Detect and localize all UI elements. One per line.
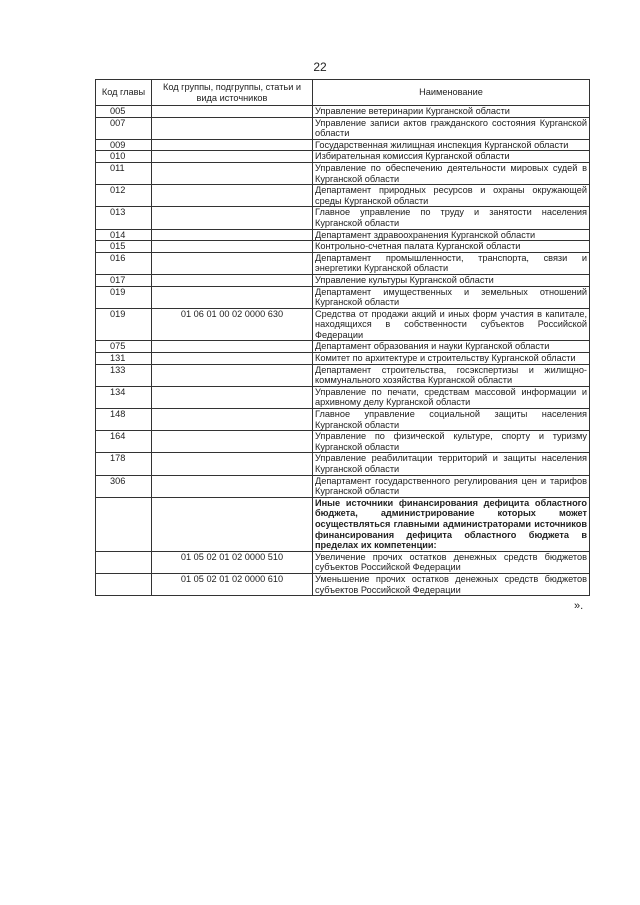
source-code-cell: [152, 151, 313, 163]
name-cell: Департамент государственного регулирования цен и тарифов Курганской области: [313, 475, 590, 497]
source-code-cell: [152, 252, 313, 274]
name-cell: Контрольно-счетная палата Курганской области: [313, 241, 590, 253]
table-row: [96, 117, 590, 139]
table-row: [96, 162, 590, 184]
source-code-cell: 01 05 02 01 02 0000 510: [152, 551, 313, 573]
chapter-code-cell: 133: [96, 364, 152, 386]
source-code-cell: [152, 229, 313, 241]
table-row: [96, 386, 590, 408]
name-cell: Главное управление социальной защиты населения Курганской области: [313, 409, 590, 431]
table-row: [96, 453, 590, 475]
chapter-code-cell: 015: [96, 241, 152, 253]
chapter-code-cell: 306: [96, 475, 152, 497]
name-cell: Департамент образования и науки Курганской области: [313, 341, 590, 353]
sources-table: [95, 79, 590, 596]
source-code-cell: [152, 207, 313, 229]
table-row: [96, 139, 590, 151]
name-cell: Средства от продажи акций и иных форм участия в капитале, находящихся в собственности субъектов Российской Федерации: [313, 308, 590, 341]
header-source-code: Код группы, подгруппы, статьи и вида источников: [152, 80, 313, 106]
table-row: [96, 106, 590, 118]
name-cell: Управление реабилитации территорий и защиты населения Курганской области: [313, 453, 590, 475]
name-cell: Департамент здравоохранения Курганской области: [313, 229, 590, 241]
table-row: [96, 252, 590, 274]
name-cell: Департамент природных ресурсов и охраны окружающей среды Курганской области: [313, 185, 590, 207]
source-code-cell: [152, 106, 313, 118]
table-row: [96, 409, 590, 431]
chapter-code-cell: 014: [96, 229, 152, 241]
table-row: [96, 551, 590, 573]
table-row: [96, 497, 590, 551]
name-cell: Увеличение прочих остатков денежных средств бюджетов субъектов Российской Федерации: [313, 551, 590, 573]
source-code-cell: [152, 341, 313, 353]
source-code-cell: [152, 386, 313, 408]
source-code-cell: [152, 475, 313, 497]
chapter-code-cell: 131: [96, 353, 152, 365]
chapter-code-cell: 005: [96, 106, 152, 118]
name-cell: Государственная жилищная инспекция Курганской области: [313, 139, 590, 151]
table-row: [96, 185, 590, 207]
table-header-row: [96, 80, 590, 106]
name-cell: Иные источники финансирования дефицита областного бюджета, администрирование которых может осуществляться главными администраторами источников финансирования дефицита областного бюджета в пределах их компетенции:: [313, 497, 590, 551]
source-code-cell: [152, 497, 313, 551]
table-row: [96, 308, 590, 341]
header-name: Наименование: [313, 80, 590, 106]
source-code-cell: [152, 162, 313, 184]
source-code-cell: [152, 431, 313, 453]
table-row: [96, 431, 590, 453]
name-cell: Департамент строительства, госэкспертизы и жилищно-коммунального хозяйства Курганской области: [313, 364, 590, 386]
table-row: [96, 573, 590, 595]
chapter-code-cell: 013: [96, 207, 152, 229]
name-cell: Департамент имущественных и земельных отношений Курганской области: [313, 286, 590, 308]
source-code-cell: 01 06 01 00 02 0000 630: [152, 308, 313, 341]
chapter-code-cell: 075: [96, 341, 152, 353]
chapter-code-cell: 010: [96, 151, 152, 163]
chapter-code-cell: 011: [96, 162, 152, 184]
name-cell: Управление по физической культуре, спорту и туризму Курганской области: [313, 431, 590, 453]
name-cell: Управление по обеспечению деятельности мировых судей в Курганской области: [313, 162, 590, 184]
chapter-code-cell: 009: [96, 139, 152, 151]
name-cell: Управление ветеринарии Курганской области: [313, 106, 590, 118]
chapter-code-cell: 148: [96, 409, 152, 431]
name-cell: Департамент промышленности, транспорта, связи и энергетики Курганской области: [313, 252, 590, 274]
name-cell: Главное управление по труду и занятости населения Курганской области: [313, 207, 590, 229]
chapter-code-cell: 017: [96, 274, 152, 286]
name-cell: Управление культуры Курганской области: [313, 274, 590, 286]
table-row: [96, 207, 590, 229]
source-code-cell: [152, 241, 313, 253]
table-row: [96, 241, 590, 253]
source-code-cell: [152, 453, 313, 475]
table-row: [96, 475, 590, 497]
source-code-cell: [152, 139, 313, 151]
chapter-code-cell: 019: [96, 308, 152, 341]
source-code-cell: [152, 117, 313, 139]
closing-quote-mark: ».: [574, 600, 584, 613]
name-cell: Избирательная комиссия Курганской области: [313, 151, 590, 163]
chapter-code-cell: [96, 551, 152, 573]
chapter-code-cell: 178: [96, 453, 152, 475]
source-code-cell: [152, 353, 313, 365]
source-code-cell: [152, 185, 313, 207]
source-code-cell: [152, 286, 313, 308]
chapter-code-cell: [96, 573, 152, 595]
table-row: [96, 353, 590, 365]
source-code-cell: [152, 364, 313, 386]
source-code-cell: 01 05 02 01 02 0000 610: [152, 573, 313, 595]
table-row: [96, 151, 590, 163]
chapter-code-cell: 019: [96, 286, 152, 308]
chapter-code-cell: [96, 497, 152, 551]
table-row: [96, 341, 590, 353]
source-code-cell: [152, 274, 313, 286]
name-cell: Управление записи актов гражданского состояния Курганской области: [313, 117, 590, 139]
header-chapter-code: Код главы: [96, 80, 152, 106]
name-cell: Управление по печати, средствам массовой информации и архивному делу Курганской области: [313, 386, 590, 408]
name-cell: Комитет по архитектуре и строительству Курганской области: [313, 353, 590, 365]
table-row: [96, 229, 590, 241]
table-row: [96, 274, 590, 286]
page-number: 22: [313, 60, 327, 74]
chapter-code-cell: 134: [96, 386, 152, 408]
source-code-cell: [152, 409, 313, 431]
chapter-code-cell: 016: [96, 252, 152, 274]
table-row: [96, 364, 590, 386]
name-cell: Уменьшение прочих остатков денежных средств бюджетов субъектов Российской Федерации: [313, 573, 590, 595]
chapter-code-cell: 007: [96, 117, 152, 139]
chapter-code-cell: 012: [96, 185, 152, 207]
table-row: [96, 286, 590, 308]
chapter-code-cell: 164: [96, 431, 152, 453]
